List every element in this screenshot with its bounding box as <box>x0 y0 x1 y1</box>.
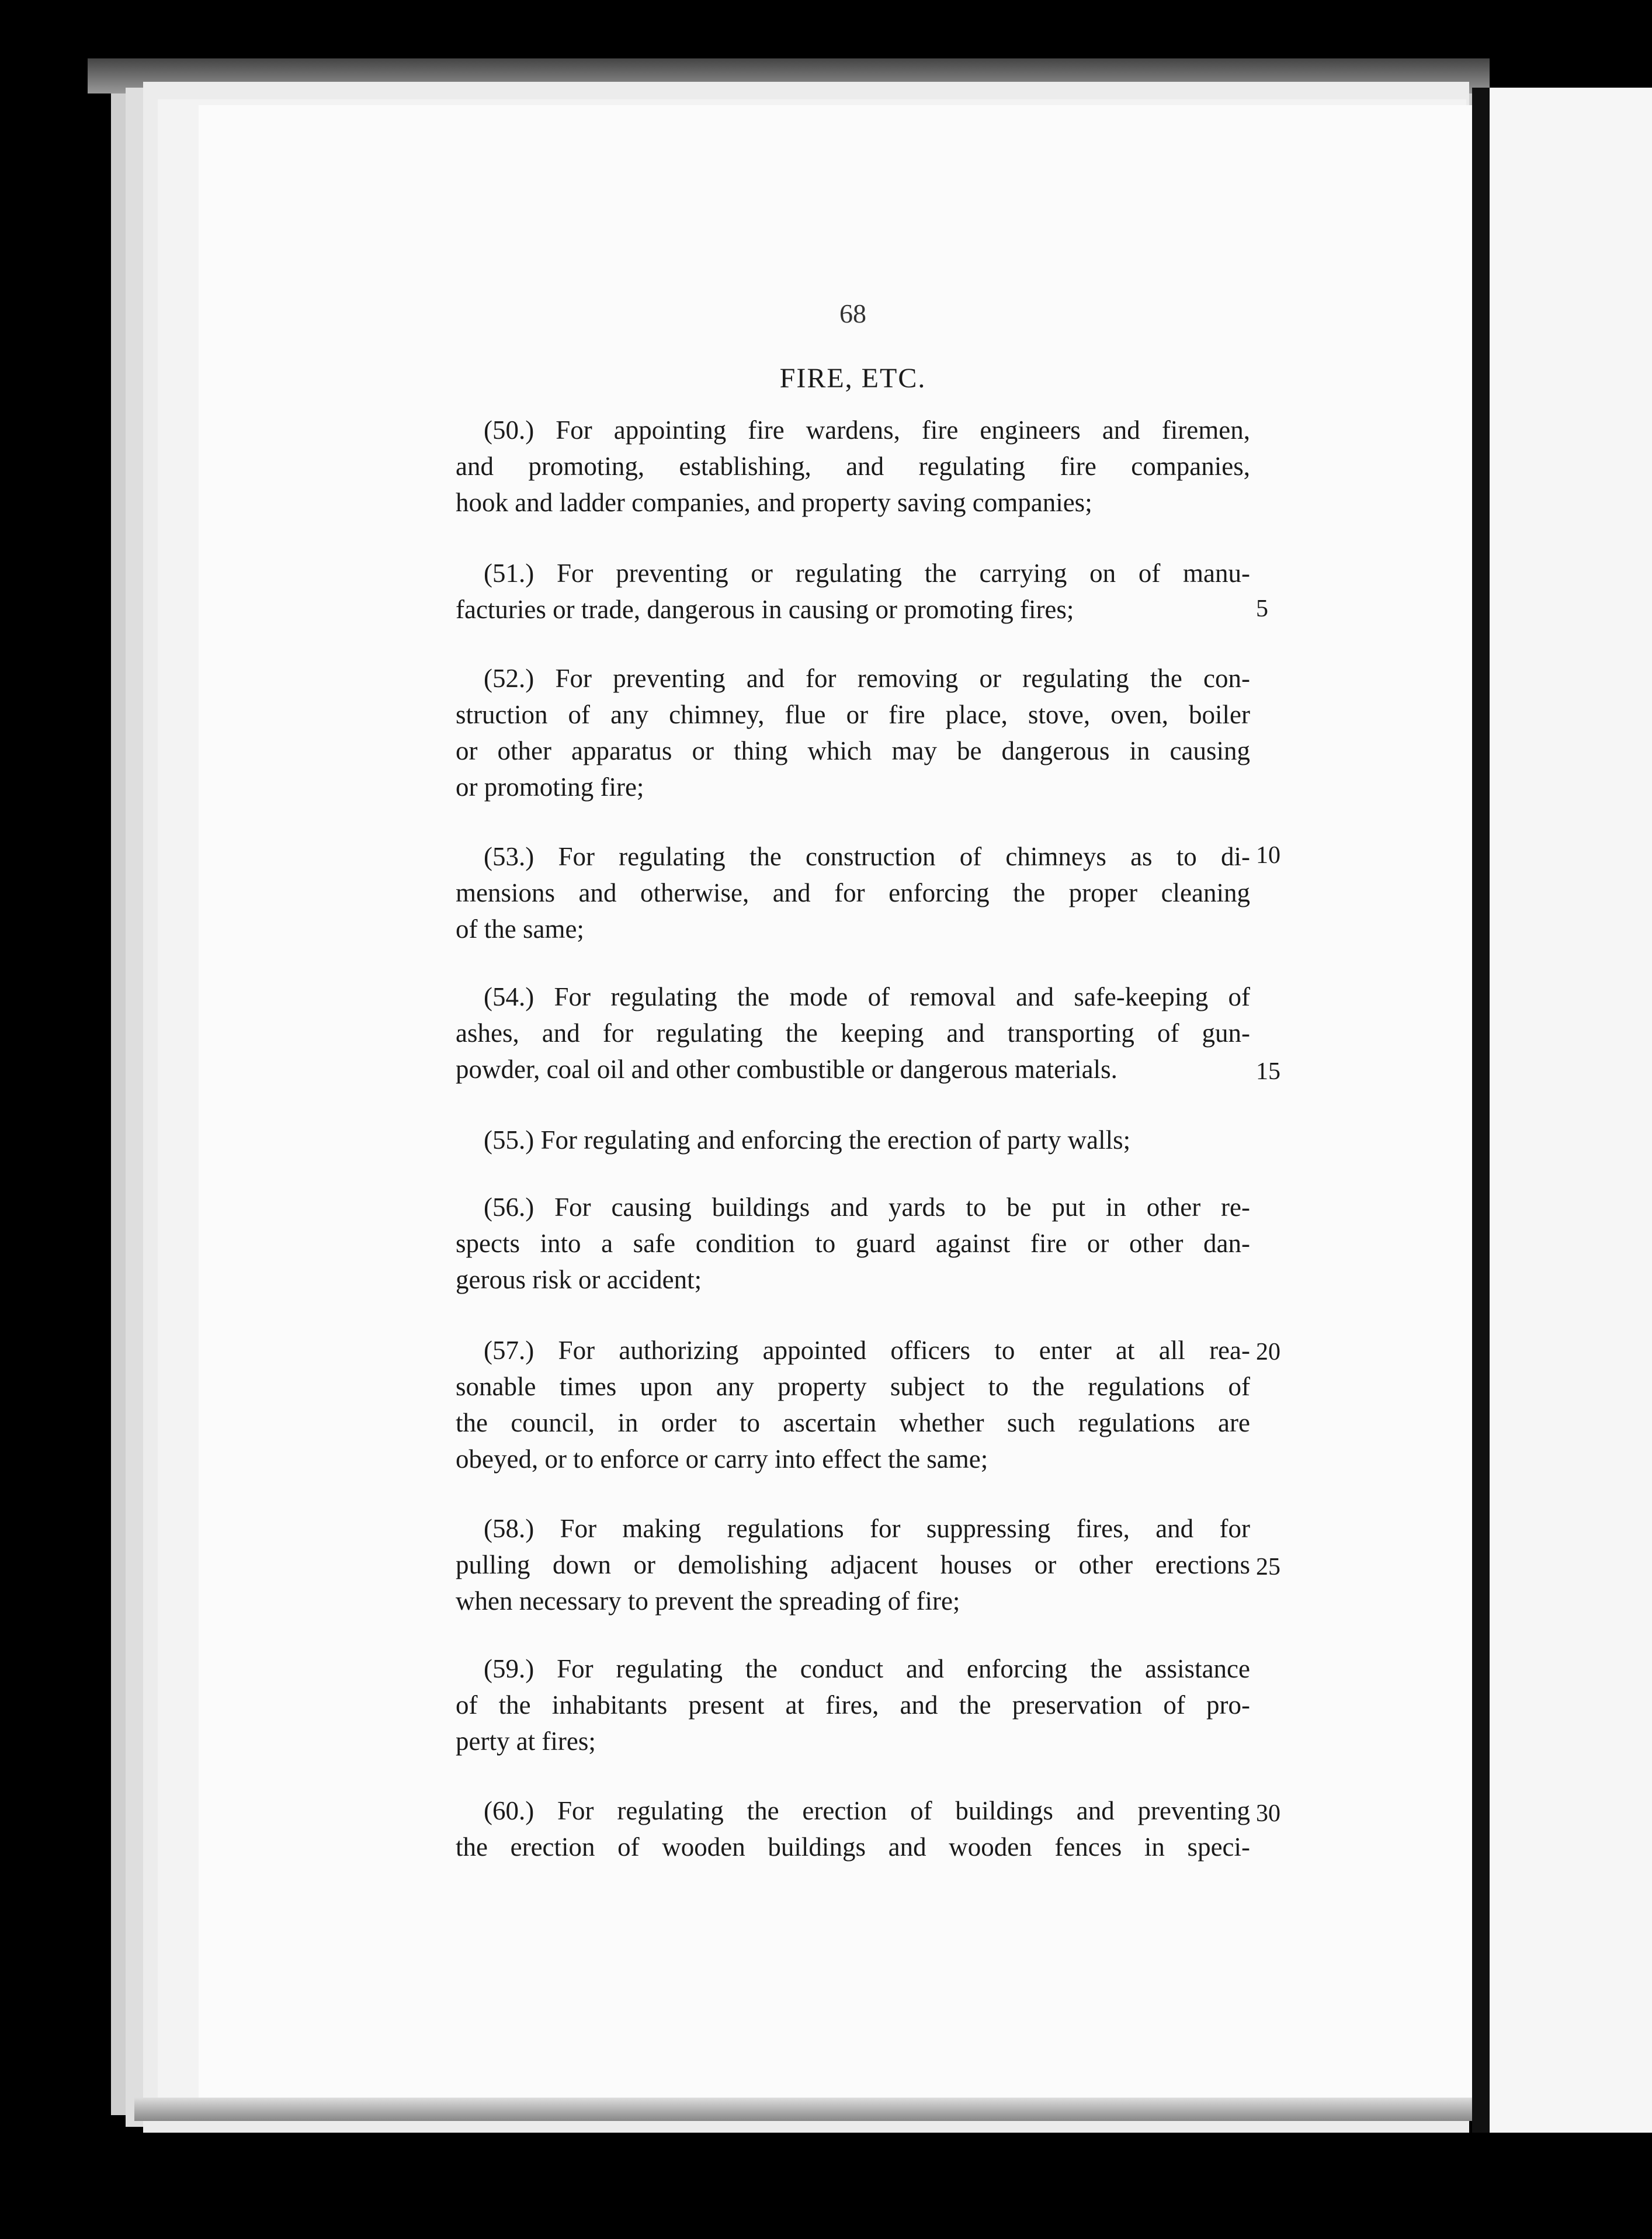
clause-53 <box>456 838 1250 947</box>
scan-speck <box>1475 1934 1482 1946</box>
text-line: (53.) For regulating the construction of chimneys as to di- <box>484 842 1250 871</box>
text-line: mensions and otherwise, and for enforcing the proper cleaning <box>456 878 1250 907</box>
line-number: 20 <box>1256 1339 1280 1365</box>
binding-gutter <box>1472 88 1490 2133</box>
text-line: (50.) For appointing fire wardens, fire engineers and firemen, <box>484 415 1250 445</box>
text-line: of the inhabitants present at fires, and the preservation of pro- <box>456 1690 1250 1720</box>
clause-52 <box>456 660 1250 805</box>
text-line: struction of any chimney, flue or fire place, stove, oven, boiler <box>456 700 1250 729</box>
text-line: (52.) For preventing and for removing or regulating the con- <box>484 664 1250 693</box>
text-line: powder, coal oil and other combustible or dangerous materials. <box>456 1055 1117 1084</box>
text-line: perty at fires; <box>456 1727 596 1756</box>
line-number: 10 <box>1256 842 1280 869</box>
text-line: (54.) For regulating the mode of removal and safe-keeping of <box>484 982 1250 1011</box>
text-line: (55.) For regulating and enforcing the erection of party walls; <box>484 1125 1131 1155</box>
line-number: 15 <box>1256 1058 1280 1085</box>
clause-51 <box>456 555 1250 628</box>
clause-50 <box>456 412 1250 521</box>
text-line: facturies or trade, dangerous in causing or promoting fires; <box>456 595 1074 624</box>
text-line: the erection of wooden buildings and wooden fences in speci- <box>456 1832 1250 1862</box>
text-line: (58.) For making regulations for suppressing fires, and for <box>484 1514 1250 1543</box>
section-heading: FIRE, ETC. <box>779 363 926 394</box>
line-number: 25 <box>1256 1554 1280 1581</box>
scan-speck <box>1475 1548 1483 1561</box>
text-line: ashes, and for regulating the keeping and transporting of gun- <box>456 1018 1250 1048</box>
text-line: gerous risk or accident; <box>456 1265 702 1294</box>
text-line: and promoting, establishing, and regulating fire companies, <box>456 452 1250 481</box>
clause-54 <box>456 979 1250 1087</box>
text-line: hook and ladder companies, and property saving companies; <box>456 488 1092 517</box>
text-line: or other apparatus or thing which may be dangerous in causing <box>456 736 1250 765</box>
clause-57 <box>456 1332 1250 1477</box>
text-line: or promoting fire; <box>456 772 644 802</box>
text-line: when necessary to prevent the spreading of fire; <box>456 1586 960 1616</box>
clause-60 <box>456 1793 1250 1865</box>
clause-56 <box>456 1189 1250 1298</box>
text-line: of the same; <box>456 914 584 944</box>
text-line: (56.) For causing buildings and yards to be put in other re- <box>484 1193 1250 1222</box>
page-bottom-edge <box>134 2098 1490 2121</box>
text-line: (51.) For preventing or regulating the carrying on of manu- <box>484 559 1250 588</box>
clause-59 <box>456 1651 1250 1759</box>
line-number: 5 <box>1256 595 1268 622</box>
text-line: spects into a safe condition to guard against fire or other dan- <box>456 1229 1250 1258</box>
text-line: (60.) For regulating the erection of buildings and preventing <box>484 1796 1250 1825</box>
clause-55 <box>456 1122 1250 1158</box>
text-line: obeyed, or to enforce or carry into effect the same; <box>456 1444 988 1474</box>
clause-58 <box>456 1510 1250 1619</box>
page-number: 68 <box>839 299 866 328</box>
scan-speck <box>1472 736 1478 750</box>
text-line: sonable times upon any property subject to the regulations of <box>456 1372 1250 1401</box>
text-line: pulling down or demolishing adjacent houses or other erections <box>456 1550 1250 1579</box>
facing-page <box>1490 88 1652 2133</box>
text-line: (57.) For authorizing appointed officers to enter at all rea- <box>484 1336 1250 1365</box>
text-line: the council, in order to ascertain whether such regulations are <box>456 1408 1250 1437</box>
line-number: 30 <box>1256 1800 1280 1827</box>
text-line: (59.) For regulating the conduct and enforcing the assistance <box>484 1654 1250 1683</box>
